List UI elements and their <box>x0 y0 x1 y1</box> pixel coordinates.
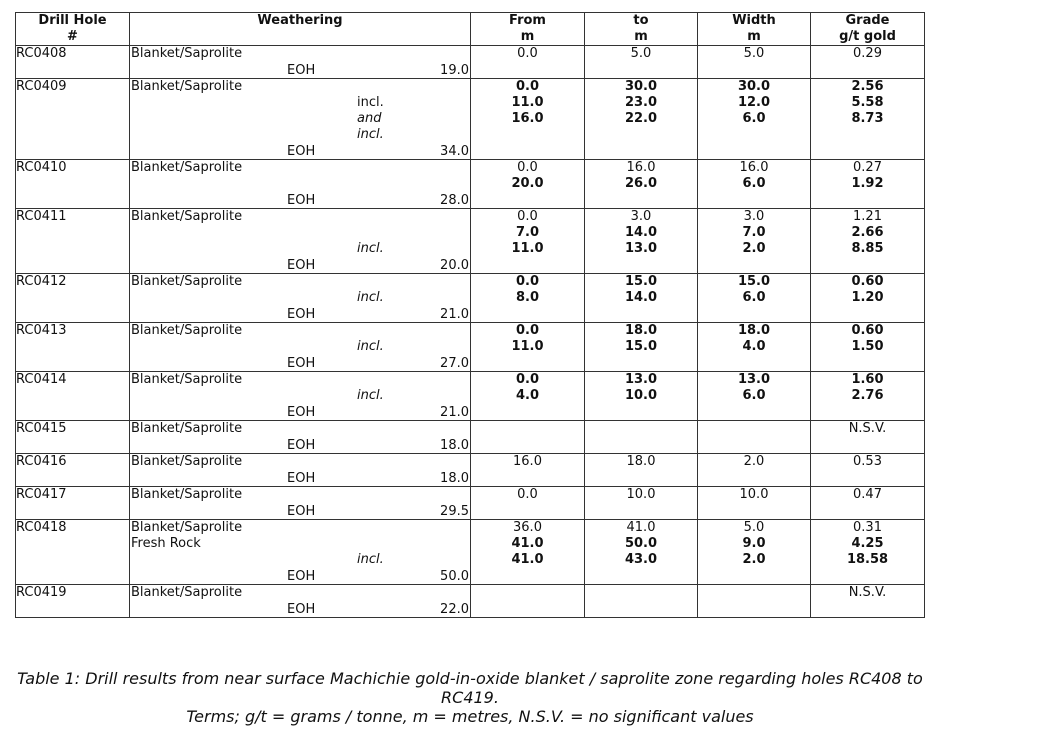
to-cell <box>585 79 698 160</box>
weathering-label: Blanket/Saprolite <box>131 274 243 289</box>
to-value: 23.0 <box>624 95 658 110</box>
from-value: 20.0 <box>511 176 544 191</box>
width-value: 2.0 <box>742 241 766 256</box>
eoh-depth: 22.0 <box>440 602 469 617</box>
to-value: 18.0 <box>624 323 658 338</box>
header-weathering: Weathering <box>130 13 471 46</box>
table-row <box>16 585 925 618</box>
to-value: 15.0 <box>624 339 658 354</box>
from-value: 11.0 <box>511 95 544 110</box>
grade-value: 0.47 <box>853 487 882 502</box>
width-value: 7.0 <box>742 225 766 240</box>
weathering-label: Blanket/Saprolite <box>131 454 243 469</box>
table-body <box>16 46 925 618</box>
to-cell <box>585 274 698 323</box>
caption-line-2: Terms; g/t = grams / tonne, m = metres, N.S.V. = no significant values <box>186 707 754 726</box>
from-value: 4.0 <box>515 388 540 403</box>
weathering-cell <box>130 209 471 274</box>
weathering-cell <box>130 487 471 520</box>
eoh-label: EOH <box>287 504 316 519</box>
header-grade <box>811 13 925 46</box>
header-grade-line1: Grade <box>845 13 890 28</box>
from-value: 0.0 <box>517 46 538 61</box>
drill-hole-cell: RC0409 <box>16 79 130 160</box>
eoh-depth: 20.0 <box>440 258 469 273</box>
drill-hole-cell: RC0415 <box>16 421 130 454</box>
grade-value: 2.76 <box>851 388 884 403</box>
width-value: 10.0 <box>739 487 769 502</box>
eoh-depth: 27.0 <box>440 356 469 371</box>
eoh-depth: 28.0 <box>440 193 469 208</box>
width-value: 6.0 <box>742 290 766 305</box>
grade-cell <box>811 46 925 79</box>
grade-value: N.S.V. <box>848 421 887 436</box>
drill-hole-cell: RC0419 <box>16 585 130 618</box>
grade-value: 18.58 <box>846 552 889 567</box>
interval-qualifier: incl. <box>357 339 384 354</box>
width-value: 18.0 <box>737 323 771 338</box>
grade-cell <box>811 372 925 421</box>
header-drill-hole-line2: # <box>67 29 78 44</box>
from-cell <box>471 160 585 209</box>
drill-hole-cell: RC0408 <box>16 46 130 79</box>
to-value: 41.0 <box>626 520 656 535</box>
to-cell <box>585 323 698 372</box>
to-value: 26.0 <box>624 176 658 191</box>
from-value: 0.0 <box>517 209 538 224</box>
grade-cell <box>811 487 925 520</box>
weathering-label: Blanket/Saprolite <box>131 585 243 600</box>
width-value: 13.0 <box>737 372 771 387</box>
from-cell <box>471 520 585 585</box>
weathering-cell <box>130 421 471 454</box>
width-cell <box>698 520 811 585</box>
drill-hole-cell: RC0410 <box>16 160 130 209</box>
from-value: 11.0 <box>511 339 544 354</box>
drill-hole-cell: RC0414 <box>16 372 130 421</box>
interval-qualifier: incl. <box>357 388 384 403</box>
width-value: 9.0 <box>742 536 766 551</box>
weathering-cell <box>130 323 471 372</box>
to-value: 43.0 <box>624 552 658 567</box>
width-value: 15.0 <box>737 274 771 289</box>
header-from-line1: From <box>509 13 546 28</box>
from-value: 0.0 <box>515 323 540 338</box>
to-cell <box>585 454 698 487</box>
from-cell <box>471 323 585 372</box>
from-cell <box>471 421 585 454</box>
width-cell <box>698 46 811 79</box>
grade-cell <box>811 454 925 487</box>
table-row <box>16 160 925 209</box>
eoh-label: EOH <box>287 356 316 371</box>
from-value: 0.0 <box>517 487 538 502</box>
to-value: 16.0 <box>626 160 656 175</box>
grade-value: 0.60 <box>851 323 884 338</box>
grade-cell <box>811 160 925 209</box>
grade-cell <box>811 520 925 585</box>
width-cell <box>698 421 811 454</box>
weathering-label: Blanket/Saprolite <box>131 487 243 502</box>
weathering-cell <box>130 160 471 209</box>
grade-cell <box>811 209 925 274</box>
interval-qualifier: incl. <box>357 241 384 256</box>
grade-value: 1.92 <box>851 176 884 191</box>
table-row <box>16 46 925 79</box>
weathering-cell <box>130 454 471 487</box>
grade-value: 2.66 <box>851 225 884 240</box>
from-cell <box>471 274 585 323</box>
table-row <box>16 372 925 421</box>
width-value: 4.0 <box>742 339 766 354</box>
eoh-label: EOH <box>287 307 316 322</box>
interval-qualifier: and <box>357 111 382 126</box>
to-value: 22.0 <box>624 111 658 126</box>
eoh-depth: 19.0 <box>440 63 469 78</box>
grade-value: 1.60 <box>851 372 884 387</box>
from-cell <box>471 79 585 160</box>
from-value: 0.0 <box>515 79 540 94</box>
to-cell <box>585 372 698 421</box>
header-width-line1: Width <box>732 13 776 28</box>
from-value: 36.0 <box>513 520 542 535</box>
to-value: 50.0 <box>624 536 658 551</box>
from-value: 7.0 <box>515 225 540 240</box>
grade-cell <box>811 323 925 372</box>
from-cell <box>471 454 585 487</box>
width-value: 2.0 <box>742 552 766 567</box>
weathering-label: Blanket/Saprolite <box>131 520 243 535</box>
width-cell <box>698 323 811 372</box>
weathering-cell <box>130 585 471 618</box>
from-cell <box>471 209 585 274</box>
weathering-label: Blanket/Saprolite <box>131 209 243 224</box>
from-cell <box>471 585 585 618</box>
drill-hole-cell: RC0417 <box>16 487 130 520</box>
grade-value: 1.21 <box>853 209 882 224</box>
eoh-label: EOH <box>287 471 316 486</box>
to-value: 15.0 <box>624 274 658 289</box>
table-caption <box>15 669 925 726</box>
to-value: 5.0 <box>630 46 652 61</box>
interval-qualifier: incl. <box>357 552 384 567</box>
header-drill-hole <box>16 13 130 46</box>
weathering-cell <box>130 79 471 160</box>
grade-cell <box>811 421 925 454</box>
width-value: 12.0 <box>737 95 771 110</box>
eoh-label: EOH <box>287 258 316 273</box>
eoh-depth: 29.5 <box>440 504 469 519</box>
eoh-label: EOH <box>287 602 316 617</box>
weathering-label: Blanket/Saprolite <box>131 46 243 61</box>
weathering-label: Blanket/Saprolite <box>131 372 243 387</box>
width-value: 6.0 <box>742 176 766 191</box>
to-cell <box>585 46 698 79</box>
drill-hole-cell: RC0413 <box>16 323 130 372</box>
from-cell <box>471 487 585 520</box>
interval-qualifier: incl. <box>357 95 384 110</box>
to-cell <box>585 209 698 274</box>
width-value: 5.0 <box>743 46 765 61</box>
width-cell <box>698 209 811 274</box>
width-cell <box>698 372 811 421</box>
weathering-cell <box>130 274 471 323</box>
grade-value: 8.73 <box>851 111 884 126</box>
grade-value: 2.56 <box>851 79 884 94</box>
weathering-label: Fresh Rock <box>131 536 201 551</box>
grade-value: 5.58 <box>851 95 884 110</box>
from-value: 16.0 <box>511 111 544 126</box>
header-grade-unit: g/t gold <box>839 29 896 44</box>
to-value: 10.0 <box>624 388 658 403</box>
header-to <box>585 13 698 46</box>
to-cell <box>585 487 698 520</box>
header-drill-hole-line1: Drill Hole <box>38 13 107 28</box>
to-value: 30.0 <box>624 79 658 94</box>
eoh-label: EOH <box>287 438 316 453</box>
interval-qualifier: incl. <box>357 290 384 305</box>
drill-hole-cell: RC0412 <box>16 274 130 323</box>
drill-hole-cell: RC0411 <box>16 209 130 274</box>
eoh-label: EOH <box>287 144 316 159</box>
to-cell <box>585 520 698 585</box>
eoh-depth: 18.0 <box>440 471 469 486</box>
grade-value: 0.27 <box>853 160 882 175</box>
width-value: 16.0 <box>739 160 769 175</box>
weathering-cell <box>130 372 471 421</box>
grade-value: 1.20 <box>851 290 884 305</box>
from-value: 11.0 <box>511 241 544 256</box>
header-width-unit: m <box>747 29 761 44</box>
width-cell <box>698 454 811 487</box>
drill-hole-cell: RC0418 <box>16 520 130 585</box>
weathering-cell <box>130 520 471 585</box>
grade-value: N.S.V. <box>848 585 887 600</box>
width-value: 5.0 <box>743 520 765 535</box>
interval-qualifier: incl. <box>357 127 384 142</box>
to-value: 13.0 <box>624 241 658 256</box>
to-value: 3.0 <box>630 209 652 224</box>
to-value: 14.0 <box>624 225 658 240</box>
table-row <box>16 209 925 274</box>
from-value: 41.0 <box>511 552 544 567</box>
grade-value: 8.85 <box>851 241 884 256</box>
grade-cell <box>811 274 925 323</box>
header-width <box>698 13 811 46</box>
width-value: 3.0 <box>743 209 765 224</box>
width-value: 6.0 <box>742 388 766 403</box>
width-value: 6.0 <box>742 111 766 126</box>
eoh-depth: 21.0 <box>440 405 469 420</box>
width-cell <box>698 487 811 520</box>
grade-cell <box>811 585 925 618</box>
from-value: 41.0 <box>511 536 544 551</box>
width-cell <box>698 585 811 618</box>
width-value: 30.0 <box>737 79 771 94</box>
width-cell <box>698 160 811 209</box>
eoh-label: EOH <box>287 569 316 584</box>
grade-value: 0.60 <box>851 274 884 289</box>
drill-results-table <box>15 12 925 618</box>
eoh-depth: 34.0 <box>440 144 469 159</box>
to-value: 14.0 <box>624 290 658 305</box>
eoh-label: EOH <box>287 193 316 208</box>
table-row <box>16 520 925 585</box>
table-row <box>16 421 925 454</box>
grade-value: 0.29 <box>853 46 882 61</box>
grade-cell <box>811 79 925 160</box>
from-cell <box>471 372 585 421</box>
drill-hole-cell: RC0416 <box>16 454 130 487</box>
header-from-unit: m <box>520 29 535 44</box>
from-value: 16.0 <box>513 454 542 469</box>
header-to-line1: to <box>633 13 649 28</box>
width-cell <box>698 274 811 323</box>
from-value: 8.0 <box>515 290 540 305</box>
eoh-depth: 18.0 <box>440 438 469 453</box>
grade-value: 0.53 <box>853 454 882 469</box>
header-from <box>471 13 585 46</box>
header-row <box>16 13 925 46</box>
to-cell <box>585 160 698 209</box>
table-row <box>16 454 925 487</box>
from-cell <box>471 46 585 79</box>
eoh-depth: 21.0 <box>440 307 469 322</box>
grade-value: 1.50 <box>851 339 884 354</box>
weathering-label: Blanket/Saprolite <box>131 421 243 436</box>
grade-value: 4.25 <box>851 536 884 551</box>
eoh-label: EOH <box>287 405 316 420</box>
to-value: 18.0 <box>626 454 656 469</box>
weathering-label: Blanket/Saprolite <box>131 323 243 338</box>
weathering-cell <box>130 46 471 79</box>
to-value: 13.0 <box>624 372 658 387</box>
table-row <box>16 274 925 323</box>
weathering-label: Blanket/Saprolite <box>131 79 243 94</box>
caption-line-1: Table 1: Drill results from near surface Machichie gold-in-oxide blanket / saprolite zone regarding holes RC408 to RC419. <box>17 669 923 707</box>
eoh-depth: 50.0 <box>440 569 469 584</box>
to-cell <box>585 585 698 618</box>
weathering-label: Blanket/Saprolite <box>131 160 243 175</box>
to-value: 10.0 <box>626 487 656 502</box>
width-cell <box>698 79 811 160</box>
grade-value: 0.31 <box>853 520 882 535</box>
to-cell <box>585 421 698 454</box>
from-value: 0.0 <box>515 372 540 387</box>
eoh-label: EOH <box>287 63 316 78</box>
from-value: 0.0 <box>515 274 540 289</box>
table-row <box>16 79 925 160</box>
header-to-unit: m <box>634 29 648 44</box>
table-row <box>16 323 925 372</box>
table-row <box>16 487 925 520</box>
width-value: 2.0 <box>743 454 765 469</box>
from-value: 0.0 <box>517 160 538 175</box>
